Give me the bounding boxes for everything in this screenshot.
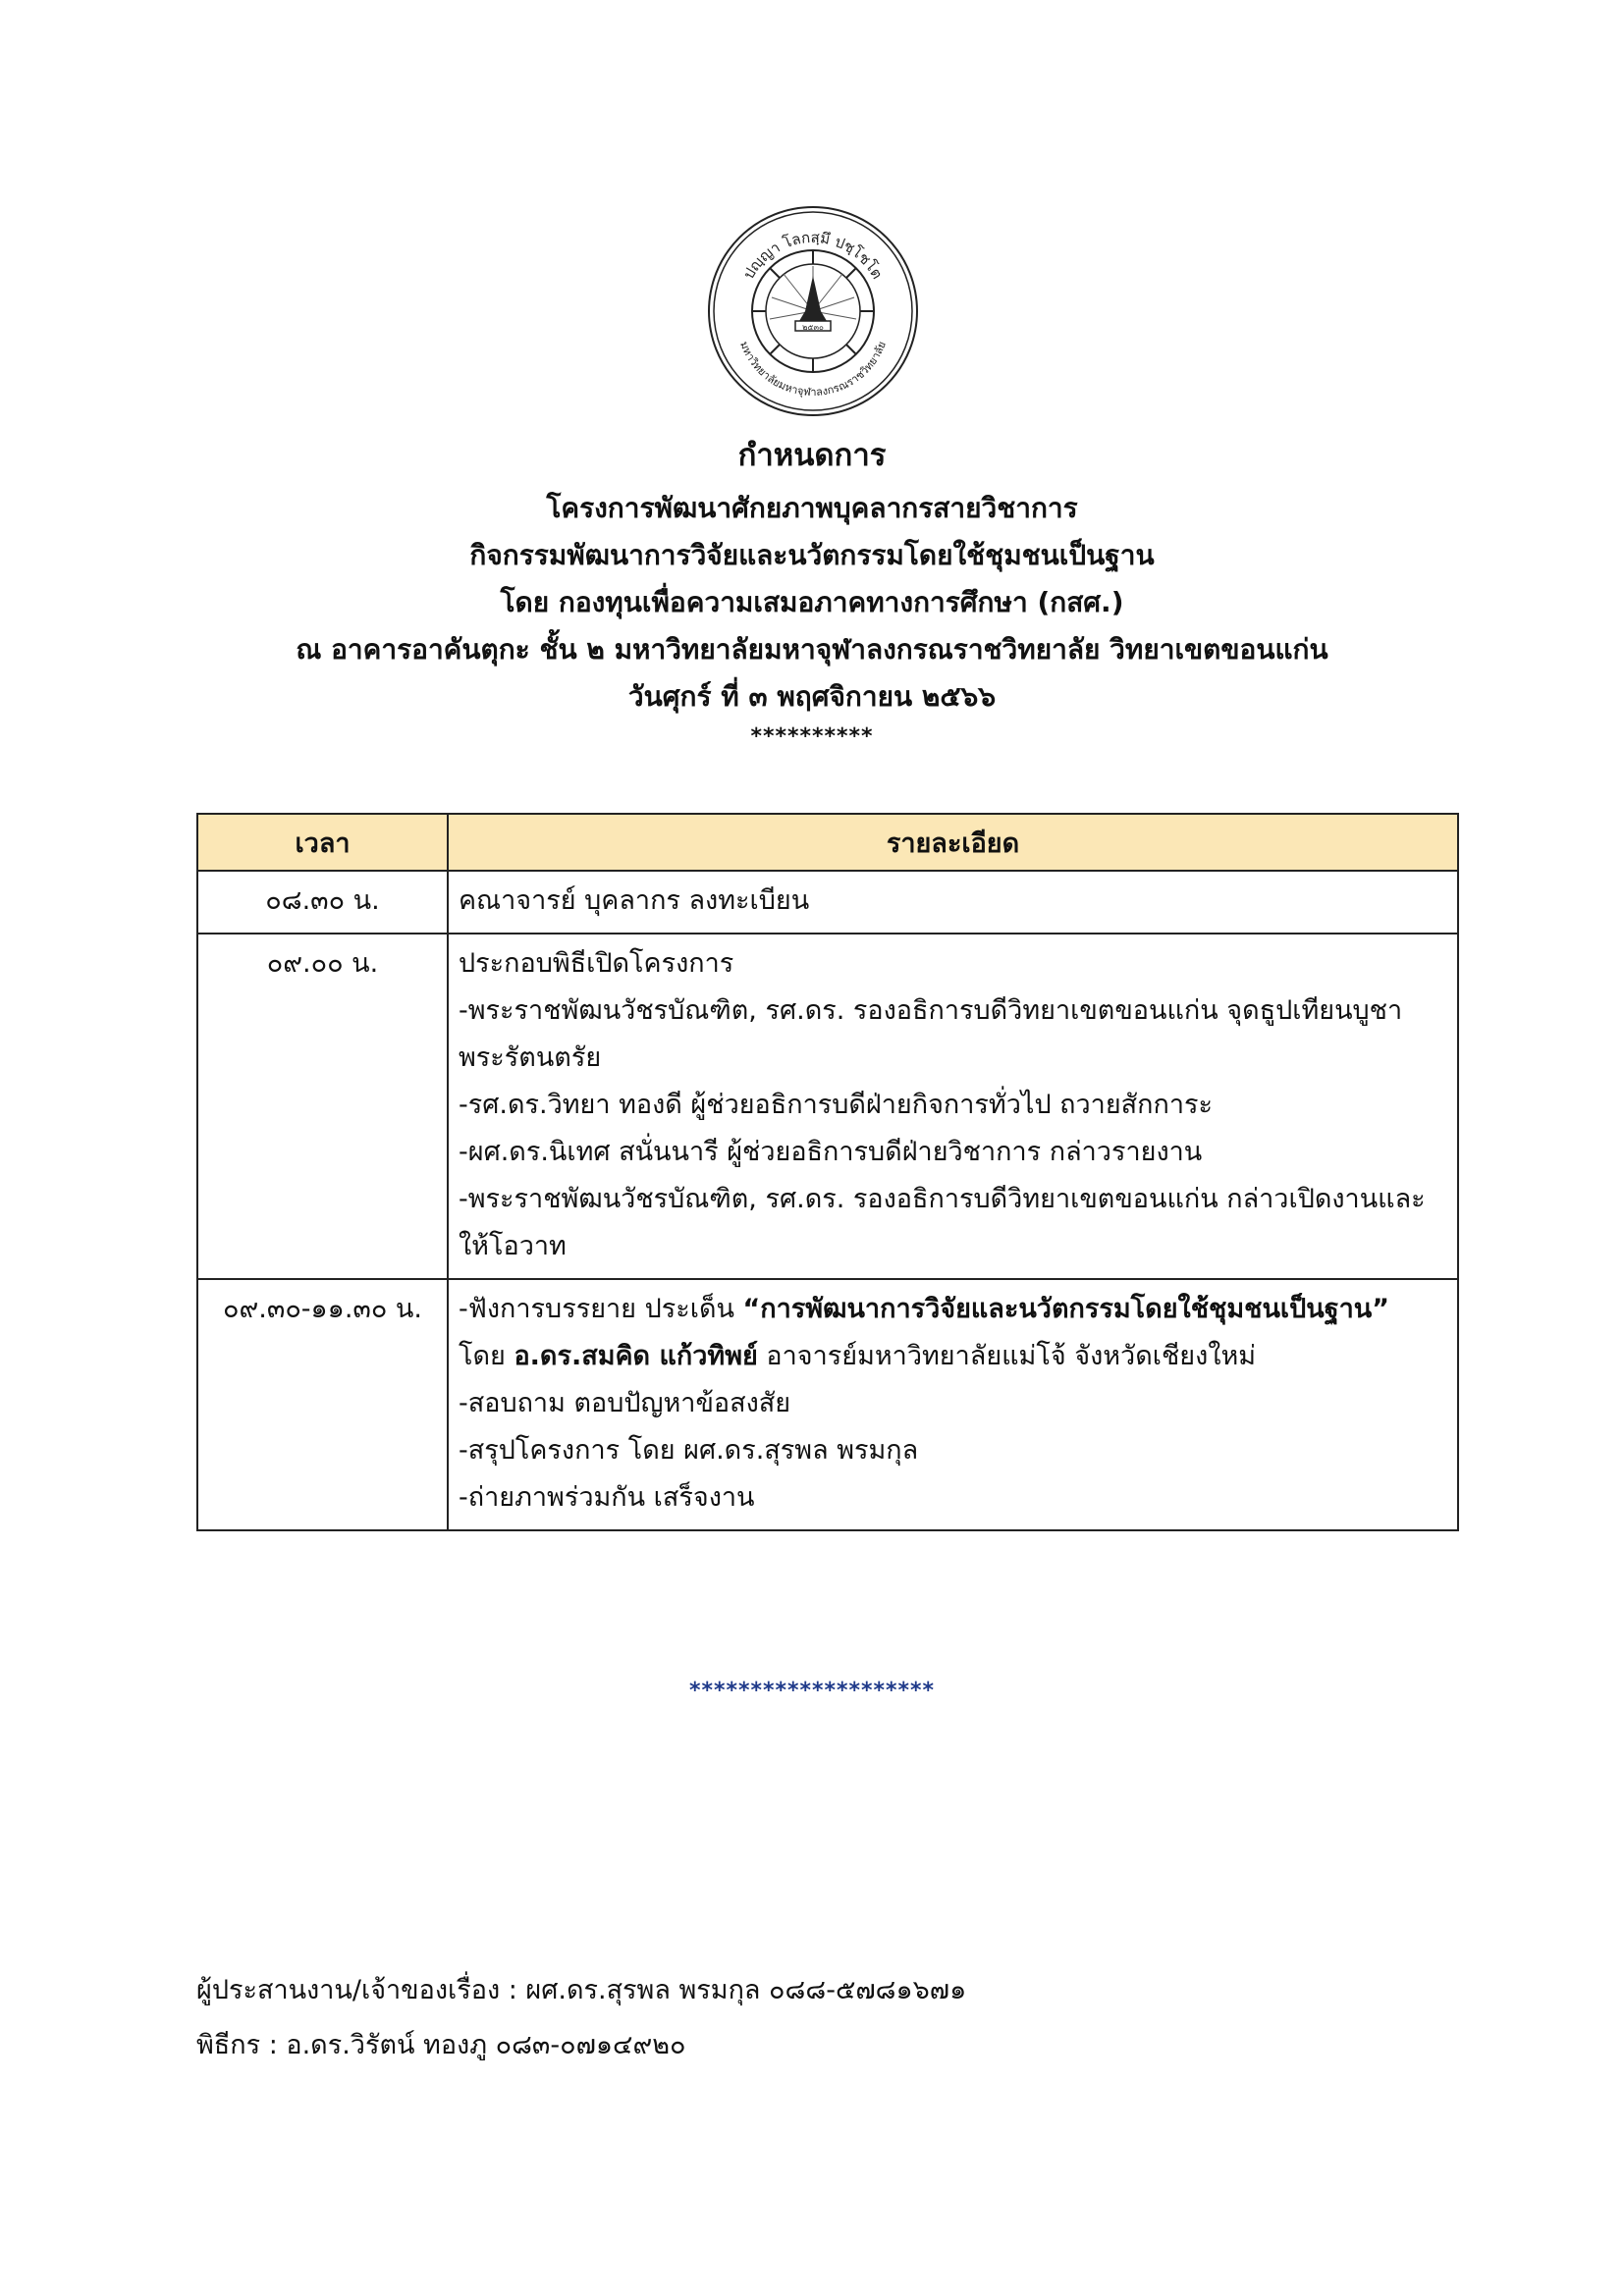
detail-line: พระรัตนตรัย bbox=[459, 1042, 602, 1073]
row-detail bbox=[448, 1279, 1458, 1530]
document-header bbox=[0, 430, 1624, 754]
coordinator-contact: ผู้ประสานงาน/เจ้าของเรื่อง : ผศ.ดร.สุรพล พรมกุล ๐๘๘-๕๗๘๑๖๗๑ bbox=[196, 1975, 967, 2005]
page-title: กำหนดการ bbox=[737, 438, 887, 473]
column-header-detail: รายละเอียด bbox=[448, 814, 1458, 871]
seal-top-text: ปญฺญา โลกสฺมึ ปชฺโชโต bbox=[739, 228, 887, 283]
activity-name: กิจกรรมพัฒนาการวิจัยและนวัตกรรมโดยใช้ชุมชนเป็นฐาน bbox=[469, 539, 1155, 571]
row-time: ๐๙.๐๐ น. bbox=[197, 934, 448, 1279]
table-header-row bbox=[197, 814, 1458, 871]
speaker-line bbox=[459, 1333, 1447, 1380]
speaker-prefix: โดย bbox=[459, 1341, 514, 1371]
detail-line: -ถ่ายภาพร่วมกัน เสร็จงาน bbox=[459, 1482, 755, 1513]
detail-line: -พระราชพัฒนวัชรบัณฑิต, รศ.ดร. รองอธิการบดีวิทยาเขตขอนแก่น จุดธูปเทียนบูชา bbox=[459, 995, 1403, 1026]
mc-contact: พิธีกร : อ.ดร.วิรัตน์ ทองภู ๐๘๓-๐๗๑๔๙๒๐ bbox=[196, 2030, 686, 2060]
event-date: วันศุกร์ ที่ ๓ พฤศจิกายน ๒๕๖๖ bbox=[627, 680, 997, 713]
speaker-name: อ.ดร.สมคิด แก้วทิพย์ bbox=[514, 1341, 758, 1371]
column-header-time: เวลา bbox=[197, 814, 448, 871]
sponsor: โดย กองทุนเพื่อความเสมอภาคทางการศึกษา (กสศ.) bbox=[500, 586, 1124, 618]
row-time: ๐๘.๓๐ น. bbox=[197, 871, 448, 934]
detail-line: -ผศ.ดร.นิเทศ สนั่นนารี ผู้ช่วยอธิการบดีฝ่ายวิชาการ กล่าวรายงาน bbox=[459, 1137, 1203, 1167]
lecture-line bbox=[459, 1286, 1447, 1333]
table-row bbox=[197, 934, 1458, 1279]
project-name: โครงการพัฒนาศักยภาพบุคลากรสายวิชาการ bbox=[546, 492, 1078, 524]
table-row bbox=[197, 1279, 1458, 1530]
row-detail bbox=[448, 934, 1458, 1279]
detail-line: -สรุปโครงการ โดย ผศ.ดร.สุรพล พรมกุล bbox=[459, 1435, 919, 1466]
detail-line: ให้โอวาท bbox=[459, 1231, 567, 1261]
row-detail bbox=[448, 871, 1458, 934]
detail-line: -สอบถาม ตอบปัญหาข้อสงสัย bbox=[459, 1388, 791, 1418]
header-divider: ********** bbox=[750, 724, 874, 749]
speaker-affiliation: อาจารย์มหาวิทยาลัยแม่โจ้ จังหวัดเชียงใหม่ bbox=[757, 1341, 1257, 1371]
seal-number: ๒๕๓๐ bbox=[802, 323, 824, 332]
schedule-table bbox=[196, 813, 1459, 1531]
seal-bottom-text: มหาวิทยาลัยมหาจุฬาลงกรณราชวิทยาลัย bbox=[737, 340, 889, 400]
section-divider: ******************** bbox=[688, 1679, 936, 1703]
contact-footer bbox=[196, 1963, 966, 2073]
university-seal bbox=[705, 203, 921, 419]
detail-line: -พระราชพัฒนวัชรบัณฑิต, รศ.ดร. รองอธิการบดีวิทยาเขตขอนแก่น กล่าวเปิดงานและ bbox=[459, 1184, 1426, 1214]
detail-line: คณาจารย์ บุคลากร ลงทะเบียน bbox=[459, 885, 810, 916]
lecture-topic: “การพัฒนาการวิจัยและนวัตกรรมโดยใช้ชุมชนเป็นฐาน” bbox=[742, 1294, 1390, 1324]
table-row bbox=[197, 871, 1458, 934]
lecture-prefix: -ฟังการบรรยาย ประเด็น bbox=[459, 1294, 743, 1324]
seal-emblem-icon bbox=[705, 203, 921, 419]
detail-line: ประกอบพิธีเปิดโครงการ bbox=[459, 948, 734, 979]
detail-line: -รศ.ดร.วิทยา ทองดี ผู้ช่วยอธิการบดีฝ่ายกิจการทั่วไป ถวายสักการะ bbox=[459, 1090, 1213, 1120]
row-time: ๐๙.๓๐-๑๑.๓๐ น. bbox=[197, 1279, 448, 1530]
venue: ณ อาคารอาคันตุกะ ชั้น ๒ มหาวิทยาลัยมหาจุฬาลงกรณราชวิทยาลัย วิทยาเขตขอนแก่น bbox=[296, 633, 1328, 666]
